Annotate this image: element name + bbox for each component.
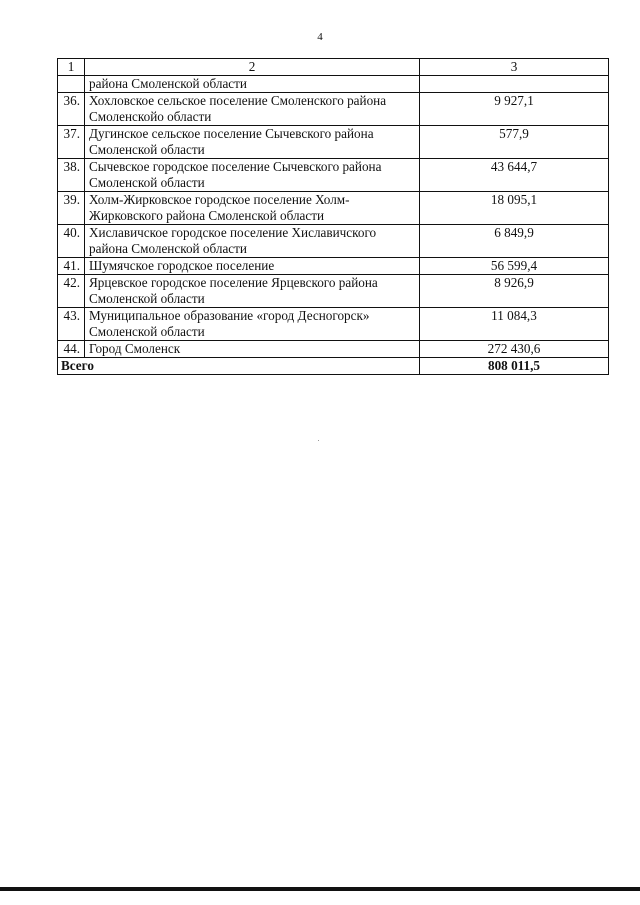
continuation-num-cell — [58, 76, 85, 93]
row-name: Холм-Жирковское городское поселение Холм-Жирковского района Смоленской области — [85, 192, 420, 225]
table-row — [58, 225, 609, 258]
header-col-3: 3 — [420, 59, 609, 76]
scan-speck — [318, 440, 319, 441]
row-number: 39. — [58, 192, 85, 225]
row-name: Ярцевское городское поселение Ярцевского района Смоленской области — [85, 275, 420, 308]
budget-table — [57, 58, 609, 375]
table-row — [58, 258, 609, 275]
row-amount: 9 927,1 — [420, 93, 609, 126]
row-amount: 272 430,6 — [420, 341, 609, 358]
continuation-text: района Смоленской области — [85, 76, 420, 93]
row-name: Город Смоленск — [85, 341, 420, 358]
table-row — [58, 192, 609, 225]
table-row — [58, 126, 609, 159]
row-amount: 43 644,7 — [420, 159, 609, 192]
bottom-border-line — [0, 887, 640, 891]
row-name: Хиславичское городское поселение Хиславичского района Смоленской области — [85, 225, 420, 258]
row-number: 43. — [58, 308, 85, 341]
table-row — [58, 93, 609, 126]
table-row — [58, 275, 609, 308]
row-number: 44. — [58, 341, 85, 358]
table-header-row — [58, 59, 609, 76]
row-name: Муниципальное образование «город Десногорск» Смоленской области — [85, 308, 420, 341]
row-amount: 8 926,9 — [420, 275, 609, 308]
row-amount: 6 849,9 — [420, 225, 609, 258]
header-col-2: 2 — [85, 59, 420, 76]
row-amount: 577,9 — [420, 126, 609, 159]
row-name: Хохловское сельское поселение Смоленского района Смоленскойо области — [85, 93, 420, 126]
row-number: 38. — [58, 159, 85, 192]
page-number: 4 — [317, 31, 323, 43]
continuation-amount-cell — [420, 76, 609, 93]
row-number: 40. — [58, 225, 85, 258]
row-name: Шумячское городское поселение — [85, 258, 420, 275]
row-amount: 56 599,4 — [420, 258, 609, 275]
table-row — [58, 308, 609, 341]
row-amount: 11 084,3 — [420, 308, 609, 341]
row-number: 42. — [58, 275, 85, 308]
header-col-1: 1 — [58, 59, 85, 76]
total-amount: 808 011,5 — [420, 358, 609, 375]
row-number: 41. — [58, 258, 85, 275]
total-row — [58, 358, 609, 375]
table-row — [58, 341, 609, 358]
row-name: Сычевское городское поселение Сычевского района Смоленской области — [85, 159, 420, 192]
row-number: 36. — [58, 93, 85, 126]
row-name: Дугинское сельское поселение Сычевского района Смоленской области — [85, 126, 420, 159]
row-number: 37. — [58, 126, 85, 159]
total-label: Всего — [58, 358, 420, 375]
continuation-row — [58, 76, 609, 93]
table-row — [58, 159, 609, 192]
row-amount: 18 095,1 — [420, 192, 609, 225]
